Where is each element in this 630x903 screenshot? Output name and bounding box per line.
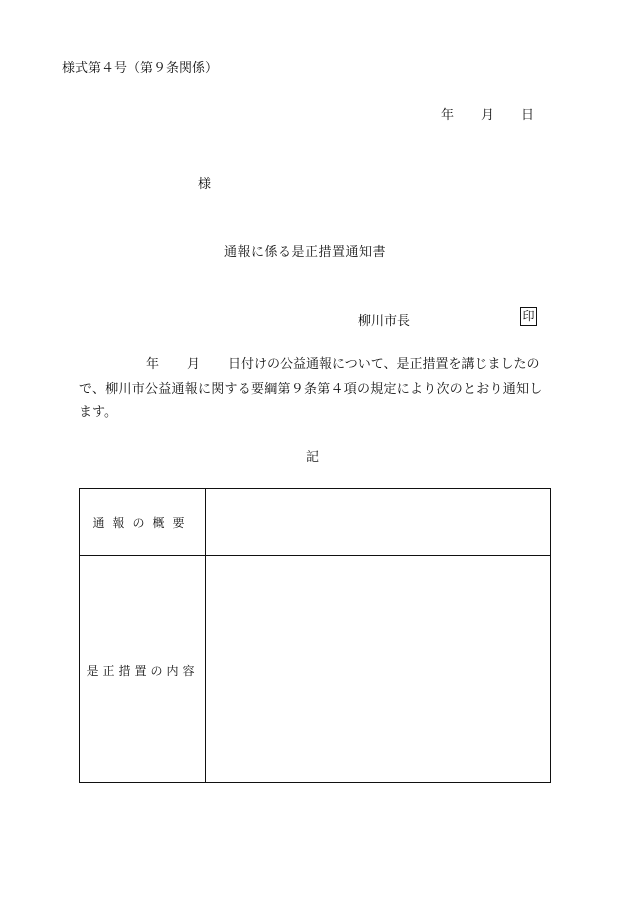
corrective-measures-label: 是正措置の内容: [86, 663, 199, 678]
date-line: [441, 104, 534, 123]
form-number: 様式第４号（第９条関係）: [62, 61, 219, 76]
corrective-measures-value: [206, 556, 550, 782]
body-year-label: 年: [146, 357, 160, 372]
report-summary-value: [206, 489, 550, 555]
body-line-1: [146, 353, 540, 372]
addressee-suffix: 様: [198, 177, 212, 192]
document-title: 通報に係る是正措置通知書: [224, 245, 387, 260]
body-line-1-text: 日付けの公益通報について、是正措置を講じましたの: [228, 357, 540, 372]
ki-heading: 記: [306, 450, 320, 465]
date-day-label: 日: [521, 108, 535, 123]
body-month-label: 月: [187, 357, 201, 372]
report-summary-label: 通報の概要: [92, 515, 193, 530]
body-line-2: で、柳川市公益通報に関する要綱第９条第４項の規定により次のとおり通知し: [79, 382, 543, 397]
date-month-label: 月: [481, 108, 495, 123]
issuer-name: 柳川市長: [358, 314, 411, 329]
date-year-label: 年: [441, 108, 455, 123]
detail-table: [79, 488, 551, 783]
body-line-3: ます。: [79, 405, 117, 420]
seal-mark: 印: [520, 307, 537, 326]
